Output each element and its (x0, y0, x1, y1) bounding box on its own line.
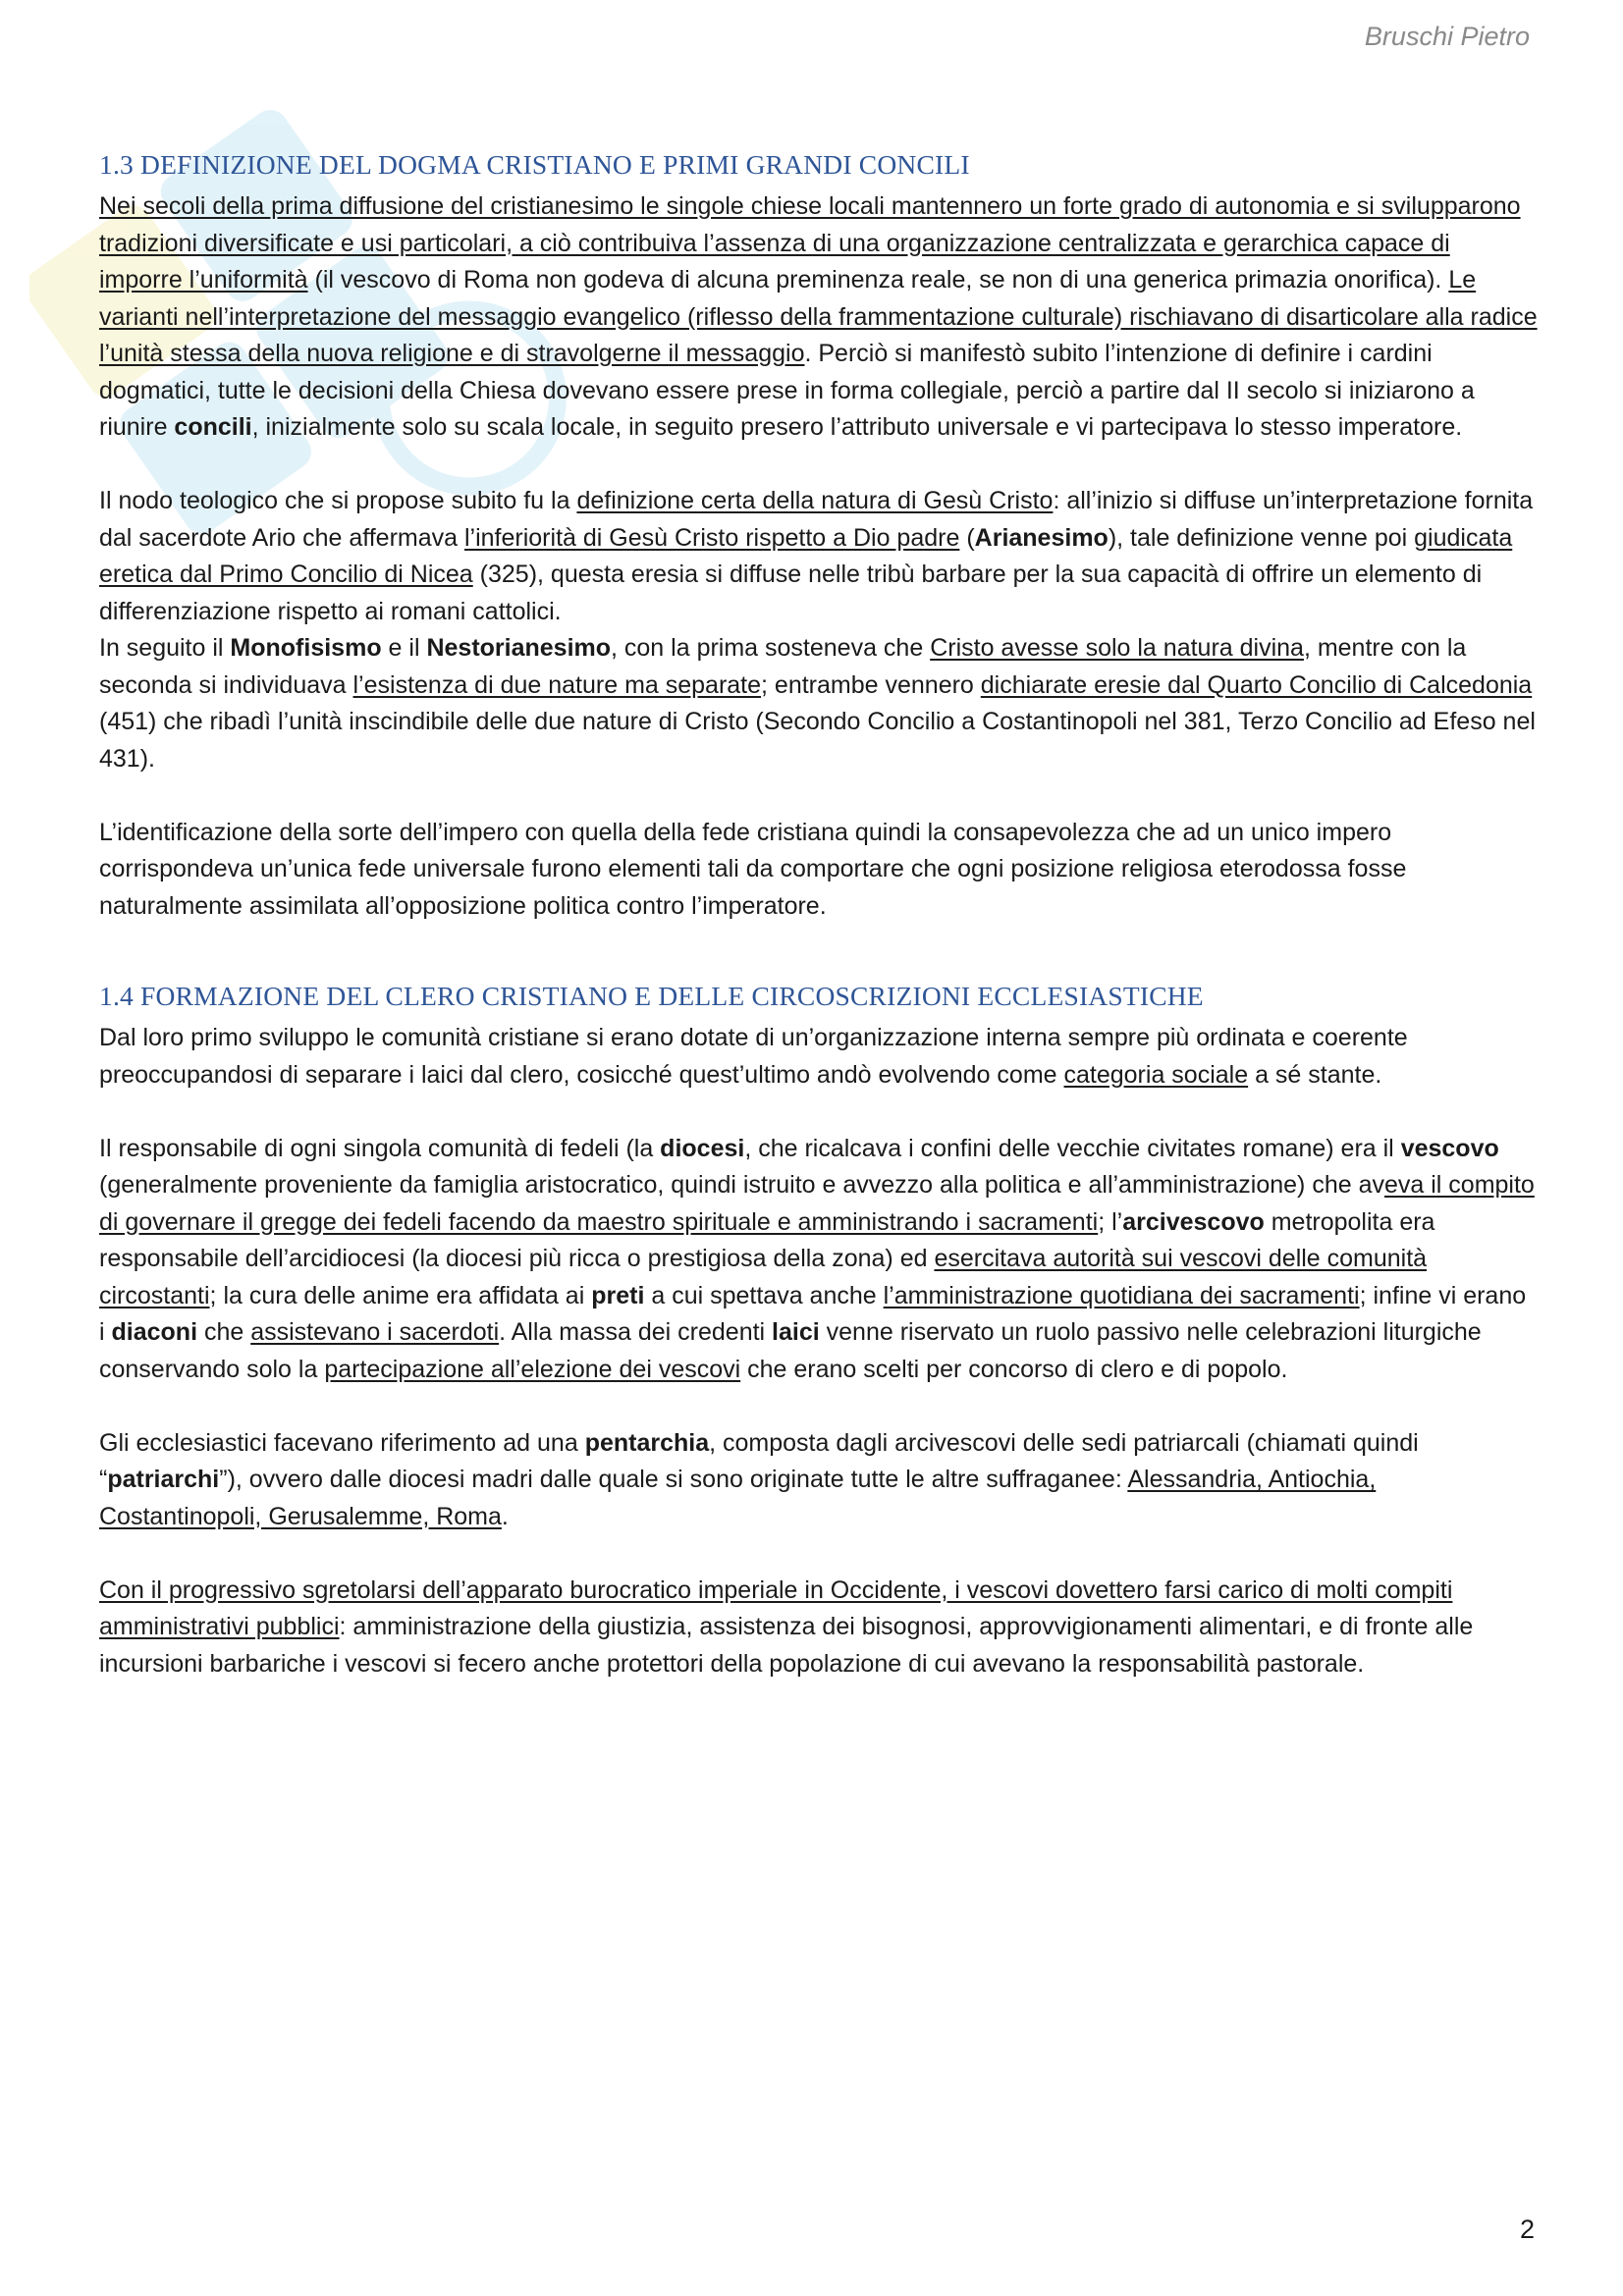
underlined-text: categoria sociale (1063, 1060, 1249, 1089)
text-run: In seguito il (99, 634, 231, 662)
text-run: , che ricalcava i confini delle vecchie civitates romane) era il (744, 1134, 1401, 1162)
text-run: : amministrazione della giustizia, assistenza dei bisognosi, approvvigionamenti alimentari, e di fronte alle incursioni barbariche i vescovi si fecero anche protettori della popolazione di cui avevano la responsabilità pastorale. (99, 1613, 1474, 1678)
text-run: Gli ecclesiastici facevano riferimento ad una (99, 1428, 585, 1457)
bold-term: pentarchia (584, 1428, 710, 1457)
text-run: Il nodo teologico che si propose subito fu la (99, 487, 577, 514)
text-run: ; infine vi erano i (99, 1281, 1527, 1346)
text-run: che erano scelti per concorso di clero e di popolo. (740, 1355, 1288, 1383)
underlined-text: dichiarate eresie dal Quarto Concilio di Calcedonia (980, 670, 1533, 699)
underlined-text: l’inferiorità di Gesù Cristo rispetto a Dio padre (463, 523, 960, 552)
document-body (99, 147, 1538, 1682)
text-run: ; entrambe vennero (761, 670, 981, 699)
text-run: che (197, 1318, 251, 1346)
text-run: a sé stante. (1248, 1060, 1382, 1089)
underlined-text: Alessandria, Antiochia, Costantinopoli, Gerusalemme, Roma (99, 1466, 1377, 1530)
underlined-text: definizione certa della natura di Gesù Cristo (576, 487, 1054, 514)
text-run: . (501, 1502, 509, 1530)
underlined-text: Con il progressivo sgretolarsi dell’apparato burocratico imperiale in Occidente, i vescovi dovettero farsi carico di molti compiti amministrativi pubblici (99, 1575, 1453, 1640)
underlined-text: esercitava autorità sui vescovi delle comunità circostanti (99, 1245, 1428, 1309)
bold-term: arcivescovo (1122, 1207, 1265, 1236)
text-run: venne riservato un ruolo passivo nelle celebrazioni liturgiche conservando solo la (99, 1318, 1482, 1383)
text-run: L’identificazione della sorte dell’impero con quella della fede cristiana quindi la consapevolezza che ad un unico impero corrispondeva un’unica fede universale furono elementi tali da comportare che ogni posizione religiosa eterodossa fosse naturalmente assimilata all’opposizione politica contro l’imperatore. (99, 818, 1407, 920)
text-run: , composta dagli arcivescovi delle sedi patriarcali (chiamati quindi “ (99, 1428, 1419, 1493)
text-run: : all’inizio si diffuse un’interpretazione fornita dal sacerdote Ario che affermava (99, 487, 1534, 552)
underlined-text: partecipazione all’elezione dei vescovi (324, 1355, 741, 1383)
text-run: (451) che ribadì l’unità inscindibile delle due nature di Cristo (Secondo Concilio a Costantinopoli nel 381, Terzo Concilio ad Efeso nel 431). (99, 708, 1536, 773)
bold-term: preti (591, 1281, 645, 1309)
page-number: 2 (1519, 2215, 1535, 2244)
text-run: ; la cura delle anime era affidata ai (209, 1281, 592, 1309)
underlined-text: giudicata eretica dal Primo Concilio di Nicea (99, 523, 1513, 588)
text-run: (il vescovo di Roma non godeva di alcuna preminenza reale, se non di una generica primazia onorifica). (307, 266, 1449, 294)
text-run: . Alla massa dei credenti (499, 1318, 773, 1346)
bold-term: diocesi (660, 1134, 745, 1162)
text-run: . Perciò si manifestò subito l’intenzione di definire i cardini dogmatici, tutte le decisioni della Chiesa dovevano essere prese in forma collegiale, perciò a partire dal II secolo si iniziarono a riunire (99, 340, 1475, 441)
underlined-text: l’amministrazione quotidiana dei sacramenti (883, 1281, 1360, 1309)
text-run: ), tale definizione venne poi (1108, 523, 1415, 552)
section-title-1-3: 1.3 DEFINIZIONE DEL DOGMA CRISTIANO E PRIMI GRANDI CONCILI (99, 149, 970, 180)
paragraph (99, 1131, 1538, 1389)
paragraph (99, 1020, 1538, 1094)
paragraph (99, 1573, 1538, 1683)
text-run: Il responsabile di ogni singola comunità di fedeli (la (99, 1134, 661, 1162)
paragraph (99, 483, 1538, 630)
text-run: , con la prima sosteneva che (611, 634, 931, 662)
text-run: Dal loro primo sviluppo le comunità cristiane si erano dotate di un’organizzazione interna sempre più ordinata e coerente preoccupandosi di separare i laici dal clero, cosicché quest’ultimo andò evolvendo come (99, 1024, 1408, 1089)
underlined-text: l’esistenza di due nature ma separate (352, 670, 762, 699)
text-run: metropolita era responsabile dell’arcidiocesi (la diocesi più ricca o prestigiosa della zona) ed (99, 1207, 1435, 1272)
underlined-text: Nei secoli della prima diffusione del cristianesimo le singole chiese locali mantennero un forte grado di autonomia e si svilupparono tradizioni diversificate e usi particolari, a ciò contribuiva l’assenza di una organizzazione centralizzata e gerarchica capace di imporre l’uniformità (99, 192, 1521, 294)
paragraph (99, 188, 1538, 447)
underlined-text: Le varianti nell’interpretazione del messaggio evangelico (riflesso della frammentazione culturale) rischiavano di disarticolare alla radice l’unità stessa della nuova religione e di stravolgerne il messaggio (99, 266, 1538, 367)
paragraph (99, 815, 1538, 926)
bold-term: Monofisismo (230, 634, 382, 662)
text-run: (generalmente proveniente da famiglia aristocratico, quindi istruito e avvezzo alla politica e all’amministrazione) che av (99, 1171, 1384, 1199)
text-run: (325), questa eresia si diffuse nelle tribù barbare per la sua capacità di offrire un elemento di differenziazione rispetto ai romani cattolici. (99, 561, 1483, 625)
underlined-text: Cristo avesse solo la natura divina (930, 634, 1304, 662)
text-run: , mentre con la seconda si individuava (99, 634, 1467, 699)
text-run: ( (959, 523, 975, 552)
text-run: ; l’ (1098, 1207, 1123, 1236)
text-run: a cui spettava anche (644, 1281, 884, 1309)
underlined-text: eva il compito di governare il gregge dei fedeli facendo da maestro spirituale e amministrando i sacramenti (99, 1171, 1535, 1236)
bold-term: concili (174, 413, 252, 441)
bold-term: laici (772, 1318, 820, 1346)
bold-term: Nestorianesimo (426, 634, 612, 662)
text-run: , inizialmente solo su scala locale, in seguito presero l’attributo universale e vi partecipava lo stesso imperatore. (251, 413, 1463, 441)
text-run: e il (381, 634, 427, 662)
bold-term: diaconi (111, 1318, 198, 1346)
text-run: ”), ovvero dalle diocesi madri dalle quale si sono originate tutte le altre suffraganee: (219, 1466, 1128, 1493)
section-title-1-4: 1.4 FORMAZIONE DEL CLERO CRISTIANO E DELLE CIRCOSCRIZIONI ECCLESIASTICHE (99, 981, 1204, 1011)
paragraph (99, 630, 1538, 777)
header-author: Bruschi Pietro (1364, 22, 1530, 51)
bold-term: Arianesimo (974, 523, 1109, 552)
bold-term: patriarchi (107, 1466, 220, 1493)
bold-term: vescovo (1400, 1134, 1499, 1162)
underlined-text: assistevano i sacerdoti (250, 1318, 500, 1346)
paragraph (99, 1425, 1538, 1536)
